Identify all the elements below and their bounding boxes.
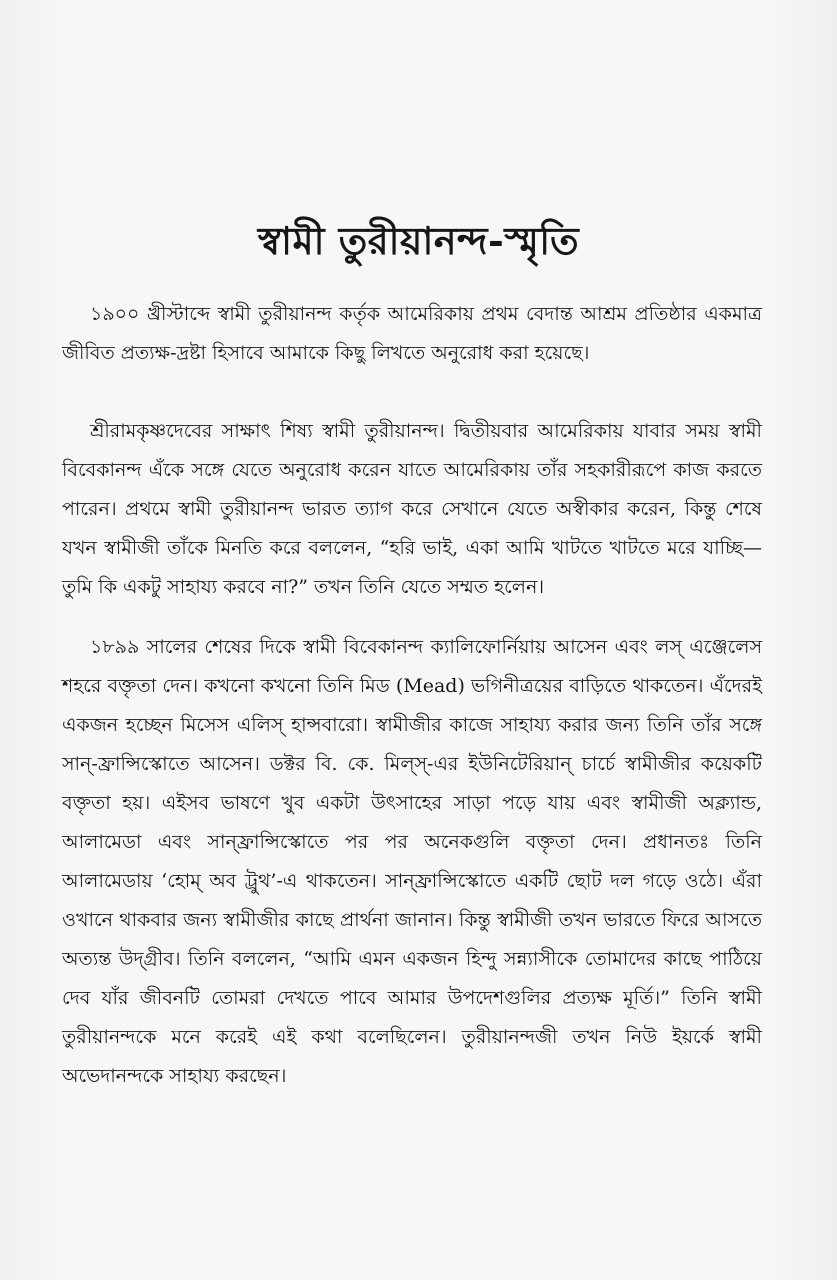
chapter-title: স্বামী তুরীয়ানন্দ-স্মৃতি [257,218,580,263]
paragraph-2: শ্রীরামকৃষ্ণদেবের সাক্ষাৎ শিষ্য স্বামী তুরীয়ানন্দ। দ্বিতীয়বার আমেরিকায় যাবার সময় স্বামী বিবেকানন্দ এঁকে সঙ্গে যেতে অনুরোধ করেন যাতে আমেরিকায় তাঁর সহকারীরূপে কাজ করতে পারেন। প্রথমে স্বামী তুরীয়ানন্দ ভারত ত্যাগ করে সেখানে যেতে অস্বীকার করেন, কিন্তু শেষে যখন স্বামীজী তাঁকে মিনতি করে বললেন, “হরি ভাই, একা আমি খাটতে খাটতে মরে যাচ্ছি—তুমি কি একটু সাহায্য করবে না?” তখন তিনি যেতে সম্মত হলেন। [62,420,762,598]
paragraph-1: ১৯০০ খ্রীস্টাব্দে স্বামী তুরীয়ানন্দ কর্তৃক আমেরিকায় প্রথম বেদান্ত আশ্রম প্রতিষ্ঠার একমাত্র জীবিত প্রত্যক্ষ-দ্রষ্টা হিসাবে আমাকে কিছু লিখতে অনুরোধ করা হয়েছে। [62,303,762,364]
paragraph-3: ১৮৯৯ সালের শেষের দিকে স্বামী বিবেকানন্দ ক্যালিফোর্নিয়ায় আসেন এবং লস্ এঞ্জেলেস শহরে বক্তৃতা দেন। কখনো কখনো তিনি মিড (Mead) ভগিনীত্রয়ের বাড়িতে থাকতেন। এঁদেরই একজন হচ্ছেন মিসেস এলিস্ হান্সবারো। স্বামীজীর কাজে সাহায্য করার জন্য তিনি তাঁর সঙ্গে সান্-ফ্রান্সিস্কোতে আসেন। ডক্টর বি. কে. মিল্স্-এর ইউনিটেরিয়ান্ চার্চে স্বামীজীর কয়েকটি বক্তৃতা হয়। এইসব ভাষণে খুব একটা উৎসাহের সাড়া পড়ে যায় এবং স্বামীজী অক্ল্যান্ড, আলামেডা এবং সান্ফ্রান্সিস্কোতে পর পর অনেকগুলি বক্তৃতা দেন। প্রধানতঃ তিনি আলামেডায় ‘হোম্ অব ট্রুথ’-এ থাকতেন। সান্ফ্রান্সিস্কোতে একটি ছোট দল গড়ে ওঠে। এঁরা ওখানে থাকবার জন্য স্বামীজীর কাছে প্রার্থনা জানান। কিন্তু স্বামীজী তখন ভারতে ফিরে আসতে অত্যন্ত উদ্গ্রীব। তিনি বললেন, “আমি এমন একজন হিন্দু সন্ন্যাসীকে তোমাদের কাছে পাঠিয়ে দেব যাঁর জীবনটি তোমরা দেখতে পাবে আমার উপদেশগুলির প্রত্যক্ষ মূর্তি।” তিনি স্বামী তুরীয়ানন্দকে মনে করেই এই কথা বলেছিলেন। তুরীয়ানন্দজী তখন নিউ ইয়র্কে স্বামী অভেদানন্দকে সাহায্য করছেন। [62,636,762,1087]
